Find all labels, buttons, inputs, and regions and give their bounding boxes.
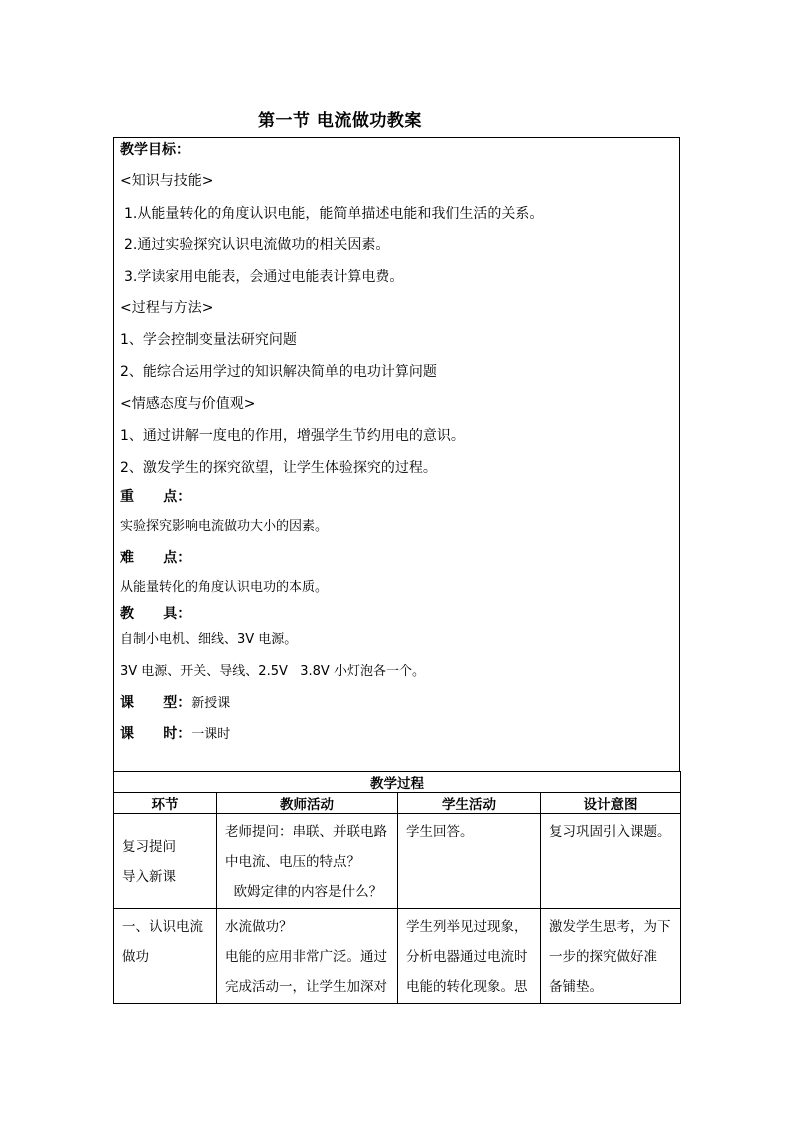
knowledge-heading: <知识与技能> <box>120 173 214 189</box>
cell-line: 复习巩固引入课题。 <box>549 824 671 840</box>
column-header: 环节 <box>114 793 217 814</box>
cell-line: 电能的应用非常广泛。通过 <box>225 949 387 965</box>
hours-row <box>120 724 230 745</box>
cell-line: 一、认识电流 <box>122 919 203 935</box>
cell-line: 学生回答。 <box>406 824 474 840</box>
teacher-activity-cell <box>217 909 398 1004</box>
teaching-goals-box <box>113 137 680 772</box>
cell-line: 一步的探究做好准 <box>549 949 657 965</box>
cell-line: 做功 <box>122 949 149 965</box>
attitude-heading: <情感态度与价值观> <box>120 396 256 412</box>
process-item: 1、学会控制变量法研究问题 <box>120 332 297 348</box>
stage-cell <box>114 909 217 1004</box>
key-point-label: 重 点： <box>120 489 192 505</box>
cell-line: 欧姆定律的内容是什么？ <box>225 884 383 900</box>
cell-line: 中电流、电压的特点？ <box>225 854 360 870</box>
key-point-text: 实验探究影响电流做功大小的因素。 <box>120 519 329 534</box>
process-item: 2、能综合运用学过的知识解决简单的电功计算问题 <box>120 364 437 380</box>
cell-line: 完成活动一，让学生加深对 <box>225 979 387 995</box>
tools-line: 自制小电机、细线、3V 电源。 <box>120 632 298 647</box>
student-activity-cell <box>398 814 541 909</box>
knowledge-item: 1.从能量转化的角度认识电能，能简单描述电能和我们生活的关系。 <box>124 206 544 222</box>
hours-label: 课 时： <box>120 726 192 742</box>
knowledge-item: 3.学读家用电能表，会通过电能表计算电费。 <box>124 269 404 285</box>
hours-value: 一课时 <box>191 727 231 742</box>
design-intent-cell <box>541 814 681 909</box>
cell-line: 学生列举见过现象， <box>406 919 528 935</box>
table-caption: 教学过程 <box>114 772 681 793</box>
difficulty-text: 从能量转化的角度认识电功的本质。 <box>120 580 329 595</box>
stage-cell <box>114 814 217 909</box>
cell-line: 导入新课 <box>122 869 176 885</box>
cell-line: 备铺垫。 <box>549 979 603 995</box>
process-heading: <过程与方法> <box>120 300 214 316</box>
teacher-activity-cell <box>217 814 398 909</box>
column-header: 学生活动 <box>398 793 541 814</box>
cell-line: 复习提问 <box>122 839 176 855</box>
lesson-type-row <box>120 693 230 714</box>
goals-heading: 教学目标： <box>120 142 190 158</box>
cell-line: 水流做功？ <box>225 919 293 935</box>
student-activity-cell <box>398 909 541 1004</box>
attitude-item: 2、激发学生的探究欲望，让学生体验探究的过程。 <box>120 460 437 476</box>
cell-line: 老师提问：串联、并联电路 <box>225 824 387 840</box>
tools-label: 教 具： <box>120 606 192 622</box>
table-caption-row <box>114 772 681 793</box>
difficulty-label: 难 点： <box>120 550 192 566</box>
cell-line: 分析电器通过电流时 <box>406 949 528 965</box>
page-title: 第一节 电流做功教案 <box>258 111 422 131</box>
tools-line: 3V 电源、开关、导线、2.5V 3.8V 小灯泡各一个。 <box>120 664 425 679</box>
lesson-type-label: 课 型： <box>120 695 192 711</box>
teaching-process-table <box>113 771 681 1004</box>
lesson-type-value: 新授课 <box>191 696 231 711</box>
column-header: 教师活动 <box>217 793 398 814</box>
table-header-row <box>114 793 681 814</box>
table-row <box>114 909 681 1004</box>
design-intent-cell <box>541 909 681 1004</box>
cell-line: 激发学生思考，为下 <box>549 919 671 935</box>
attitude-item: 1、通过讲解一度电的作用，增强学生节约用电的意识。 <box>120 428 465 444</box>
column-header: 设计意图 <box>541 793 681 814</box>
knowledge-item: 2.通过实验探究认识电流做功的相关因素。 <box>124 237 390 253</box>
table-row <box>114 814 681 909</box>
cell-line: 电能的转化现象。思 <box>406 979 528 995</box>
